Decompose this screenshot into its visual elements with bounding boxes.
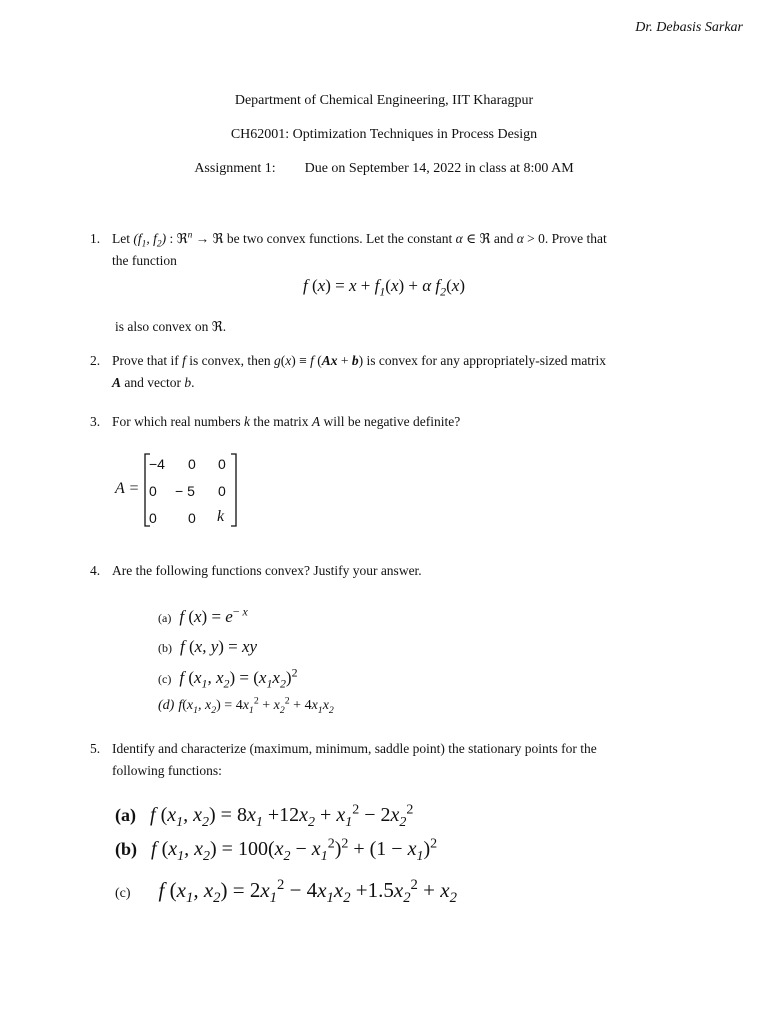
question-4: 4. Are the following functions convex? Justify your answer. <box>90 560 690 582</box>
q4-item-c: (c) f ($x_1$, $x_2) = (x_1x_2)^2$ <box>158 665 298 691</box>
course-line: CH62001: Optimization Techniques in Process Design <box>230 127 538 142</box>
assignment-label: Assignment 1: <box>194 161 276 176</box>
question-3: 3. For which real numbers k the matrix A will be negative definite? <box>90 411 690 433</box>
question-1-equation: f $(x) = x + f_1(x) + \alpha$ $f_2(x)$ <box>303 276 465 299</box>
matrix-cell: 0 <box>149 483 157 499</box>
question-2: 2. Prove that if f is convex, then g(x) ≡ f (Ax + b) is convex for any appropriately-sized matrix A and vector b. <box>90 350 690 394</box>
assignment-line <box>0 161 768 177</box>
matrix-cell: 0 <box>188 456 196 472</box>
question-number: 4. <box>90 563 101 578</box>
question-1-closing: is also convex on ℜ. <box>115 319 227 334</box>
q5-item-b: (b) f ($x_1$, $x_2) = 100(x_2 - x_1^2)^2 + (1 - x_1)^2$ <box>115 836 438 864</box>
question-number: 5. <box>90 741 101 756</box>
question-number: 2. <box>90 353 101 368</box>
question-number: 1. <box>90 231 101 246</box>
matrix-cell: 0 <box>218 483 226 499</box>
question-number: 3. <box>90 414 101 429</box>
author-name: Dr. Debasis Sarkar <box>635 20 743 35</box>
matrix-cell: 0 <box>218 456 226 472</box>
department-line: Department of Chemical Engineering, IIT Kharagpur <box>234 93 534 108</box>
matrix-brackets <box>143 452 238 528</box>
due-date: Due on September 14, 2022 in class at 8:00 AM <box>304 161 574 176</box>
matrix-label: A = <box>115 480 140 497</box>
q5-item-c: (c) f ($x_1$, $x_2) = 2x_1^2 - 4x_1x_2 +1.5x_2^2 + x_2$ <box>115 877 457 907</box>
question-5: 5. Identify and characterize (maximum, minimum, saddle point) the stationary points for the following functions: <box>90 738 690 782</box>
q4-item-b: (b) f (x, y) = xy <box>158 637 258 656</box>
q4-item-d: (d) $f(x_1$, $x_2) = 4x_1^2 + x_2^2 + 4x_1x_2$ <box>158 695 334 716</box>
matrix-cell: k <box>217 508 225 525</box>
matrix-cell: − 5 <box>175 483 195 499</box>
matrix-a <box>115 452 255 532</box>
matrix-cell: 0 <box>188 510 196 526</box>
matrix-cell: 0 <box>149 510 157 526</box>
question-1: 1. Let ($f_1$, $f_2$) : ℜ$^n$ → ℜ be two convex functions. Let the constant α ∈ ℜ and α > 0. Prove that the function <box>90 228 690 272</box>
matrix-cell: −4 <box>149 456 165 472</box>
q5-item-a: (a) f ($x_1$, $x_2) = 8x_1 +12x_2 + x_1^2 - 2x_2^2$ <box>115 802 414 830</box>
q4-item-a: (a) f $(x) = e^{- x}$ <box>158 604 248 626</box>
